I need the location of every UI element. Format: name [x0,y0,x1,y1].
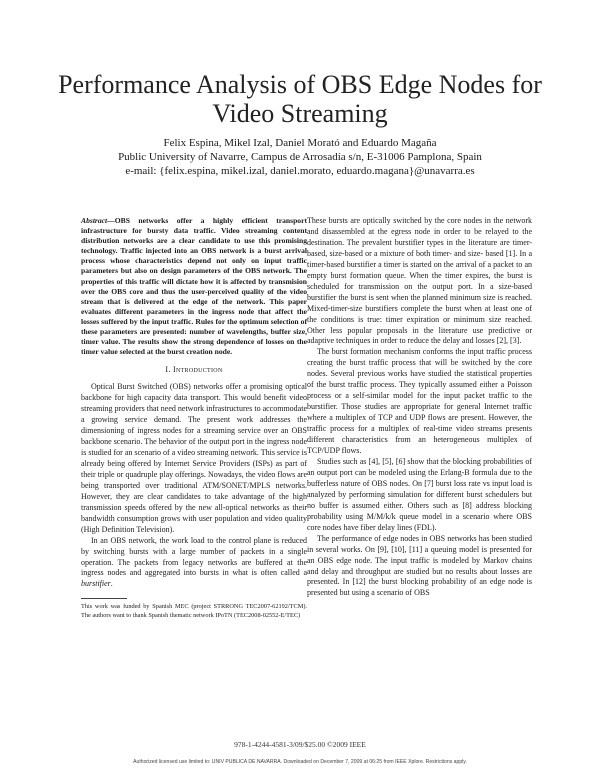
footnote: This work was funded by Spanish MEC (project STRRONG TEC2007-62192/TCM). The authors want to thank Spanish thematic network IPoTN (TEC2008-02552-E/TEC) [81,603,307,619]
abstract-label: Abstract [81,216,108,225]
left-column [81,216,307,620]
affiliation: Public University of Navarre, Campus de Arrosadía s/n, E-31006 Pamplona, Spain [118,151,482,163]
paragraph-text: In an OBS network, the work load to the control plane is reduced by switching bursts with a large number of packets in a single operation. The packets from legacy networks are buffered at the ingress nodes and aggregated into bursts in what is often called a [81,535,307,578]
authors: Felix Espina, Mikel Izal, Daniel Morató and Eduardo Magaña [163,137,437,149]
footnote-rule [81,598,127,599]
right-column [307,216,532,599]
paragraph-end: . [110,579,113,589]
isbn-line: 978-1-4244-4581-3/09/$25.00 ©2009 IEEE [234,740,366,749]
section-number: I. [165,365,171,375]
section-title: Introduction [172,365,223,375]
title-line-2: Video Streaming [212,99,388,128]
italic-term: burstifier [81,579,111,589]
paragraph: The burst formation mechanism conforms the input traffic process creating the burst traffic process that will be switched by the core nodes. Several previous works have studied the statistical properties of the burst traffic process. They typically assumed either a Poisson process or a self-similar model for the input packet traffic to the burstifier. Those studies are appropriate for general Internet traffic where a multiplex of TCP and UDP flows are present. However, the traffic process for a multiplex of real-time video streams presents different characteristics from an heterogeneous multiplex of TCP/UDP flows. [307,347,532,456]
paragraph: Optical Burst Switched (OBS) networks offer a promising optical backbone for high capacity data transport. This would benefit video streaming providers that need network infrastructures to accommodate a growing service demand. The present work addresses the dimensioning of ingress nodes for a streaming service over an OBS backbone scenario. The behavior of the output port in the ingress node is studied for an scenario of a video streaming network. This service is already being offered by Internet Service Providers (ISPs) as part of their triple or quadruple play offerings. Nowadays, the video flows are being transported over traditional ATM/SONET/MPLS networks. However, they are clear candidates to take advantage of the high transmission speeds offered by the new all-optical networks as their bandwidth consumption grows with user population and video quality (High Definition Television). [81,382,307,534]
author-block [40,136,560,178]
paragraph: The performance of edge nodes in OBS networks has been studied in several works. On [9], [10], [11] a queuing model is presented for an OBS edge node. The input traffic is modeled by Markov chains and delay and throughput are studied but no results about losses are presented. In [12] the burst blocking probability of an edge node is presented but using a scenario of OBS [307,533,532,598]
paragraph: Studies such as [4], [5], [6] show that the blocking probabilities of an output port can be modeled using the Erlang-B formula due to the bufferless nature of OBS nodes. On [7] burst loss rate vs input load is analyzed by performing simulation for different burst schedulers but no buffer is assumed either. Others such as [8] address blocking probability using M/M/k/k queue model in a scenario where OBS core nodes have fiber delay lines (FDL). [307,456,532,532]
title-line-1: Performance Analysis of OBS Edge Nodes for [58,70,542,99]
abstract [81,216,307,357]
license-notice: Authorized licensed use limited to: UNIV PUBLICA DE NAVARRA. Downloaded on December 7, 2009 at 06:25 from IEEE Xplore. Restrictions apply. [133,759,467,765]
section-heading [81,365,307,376]
paragraph [81,536,307,591]
paper-title [40,70,560,128]
email: e-mail: {felix.espina, mikel.izal, daniel.morato, eduardo.magana}@unavarra.es [125,165,475,177]
abstract-text: —OBS networks offer a highly efficient transport infrastructure for bursty data traffic. Video streaming content distribution networks are a clear candidate to use this promising technology. Traffic injected into an OBS network is a burst arrival process whose characteristics depend not only on input traffic parameters but also on design parameters of the OBS network. The properties of this traffic will dictate how it is affected by transmision over the OBS core and thus the user-perceived quality of the video stream that is delivered at the edge of the network. This paper evaluates different parameters in the ingress node that affect the losses suffered by the input traffic. Rules for the optimum selection of these parameters are presented: number of wavelengths, buffer size, timer value. The results show the strong dependence of losses on the timer value selected at the burst creation node. [81,216,307,357]
paragraph: These bursts are optically switched by the core nodes in the network and disassembled at the egress node in order to be relayed to the destination. The prevalent burstifier types in the literature are timer-based, size-based or a mixture of both timer- and size- based [1]. In a timer-based burstifier a timer is started on the arrival of a packet to an empty burst formation queue. When the timer expires, the burst is scheduled for transmission on the output port. In a size-based burstifier the burst is sent when the planned minimum size is reached. Mixed-timer-size burstifiers complete the burst when at least one of the conditions is true: timer expiration or minimum size reached. Other less popular proposals in the literature use predictive or adaptive techniques in order to reduce the delay and losses [2], [3]. [307,216,532,346]
